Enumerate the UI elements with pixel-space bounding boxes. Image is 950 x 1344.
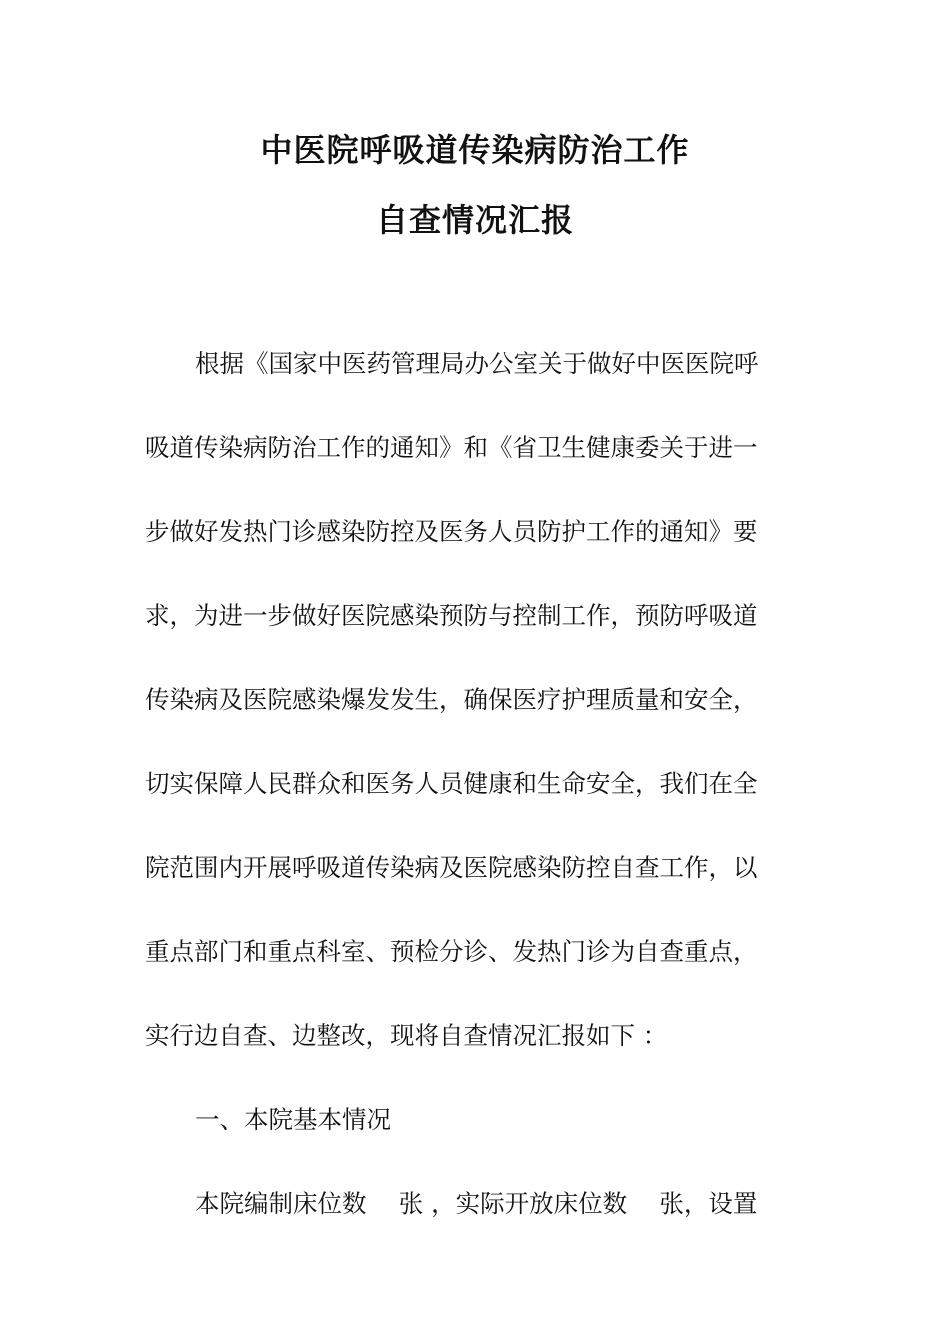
- section-heading: 一、本院基本情况: [195, 1105, 391, 1134]
- document-title-line1: 中医院呼吸道传染病防治工作: [260, 131, 690, 169]
- paragraph-line: 切实保障人民群众和医务人员健康和生命安全，我们在全: [145, 769, 758, 798]
- document-title-line2: 自查情况汇报: [375, 201, 574, 239]
- paragraph-line: 实行边自查、边整改，现将自查情况汇报如下 ：: [145, 1021, 668, 1050]
- paragraph-line: 求，为进一步做好医院感染预防与控制工作，预防呼吸道: [145, 601, 758, 630]
- paragraph-line: 本院编制床位数 张 ，实际开放床位数 张，设置: [195, 1189, 758, 1218]
- paragraph-line: 重点部门和重点科室、预检分诊、发热门诊为自查重点，: [145, 937, 758, 966]
- paragraph-line: 吸道传染病防治工作的通知》和《省卫生健康委关于进一: [145, 433, 758, 462]
- paragraph-line: 步做好发热门诊感染防控及医务人员防护工作的通知》要: [145, 517, 758, 546]
- paragraph-line: 根据《国家中医药管理局办公室关于做好中医医院呼: [195, 349, 759, 378]
- paragraph-line: 传染病及医院感染爆发发生，确保医疗护理质量和安全，: [145, 685, 758, 714]
- paragraph-line: 院范围内开展呼吸道传染病及医院感染防控自查工作，以: [145, 853, 758, 882]
- document-body: [145, 322, 810, 1246]
